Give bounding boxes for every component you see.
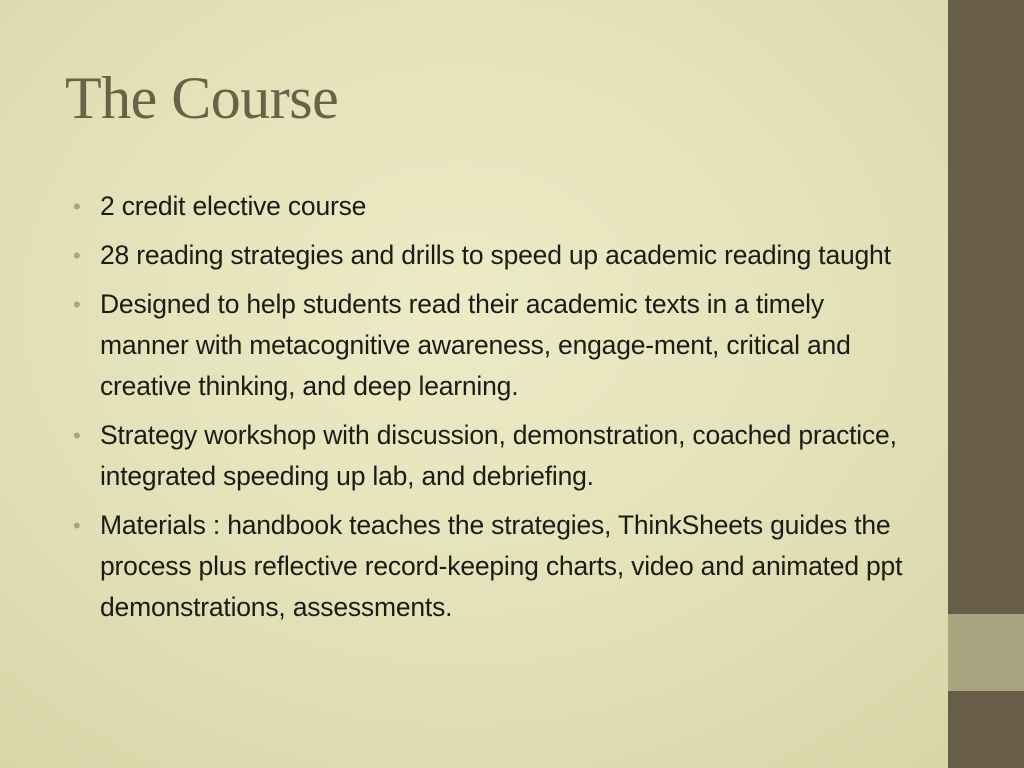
bullet-text: 28 reading strategies and drills to speed up academic reading taught <box>100 240 891 270</box>
bullet-text: Materials : handbook teaches the strategies, ThinkSheets guides the process plus reflective record-keeping charts, video and animated ppt demonstrations, assessments. <box>100 510 903 622</box>
bullet-list <box>73 186 903 636</box>
bullet-marker: • <box>73 194 81 219</box>
slide-title: The Course <box>65 65 339 131</box>
bullet-text: 2 credit elective course <box>100 191 367 221</box>
bullet-item <box>73 505 903 628</box>
bullet-marker: • <box>73 423 81 448</box>
sidebar-accent-block <box>948 614 1024 691</box>
bullet-item <box>73 235 903 276</box>
bullet-marker: • <box>73 243 81 268</box>
bullet-item <box>73 186 903 227</box>
bullet-item <box>73 415 903 497</box>
bullet-marker: • <box>73 292 81 317</box>
bullet-marker: • <box>73 513 81 538</box>
bullet-text: Designed to help students read their academic texts in a timely manner with metacognitive awareness, engage-ment, critical and creative thinking, and deep learning. <box>100 289 851 401</box>
bullet-text: Strategy workshop with discussion, demonstration, coached practice, integrated speeding up lab, and debriefing. <box>100 420 897 491</box>
bullet-item <box>73 284 903 407</box>
